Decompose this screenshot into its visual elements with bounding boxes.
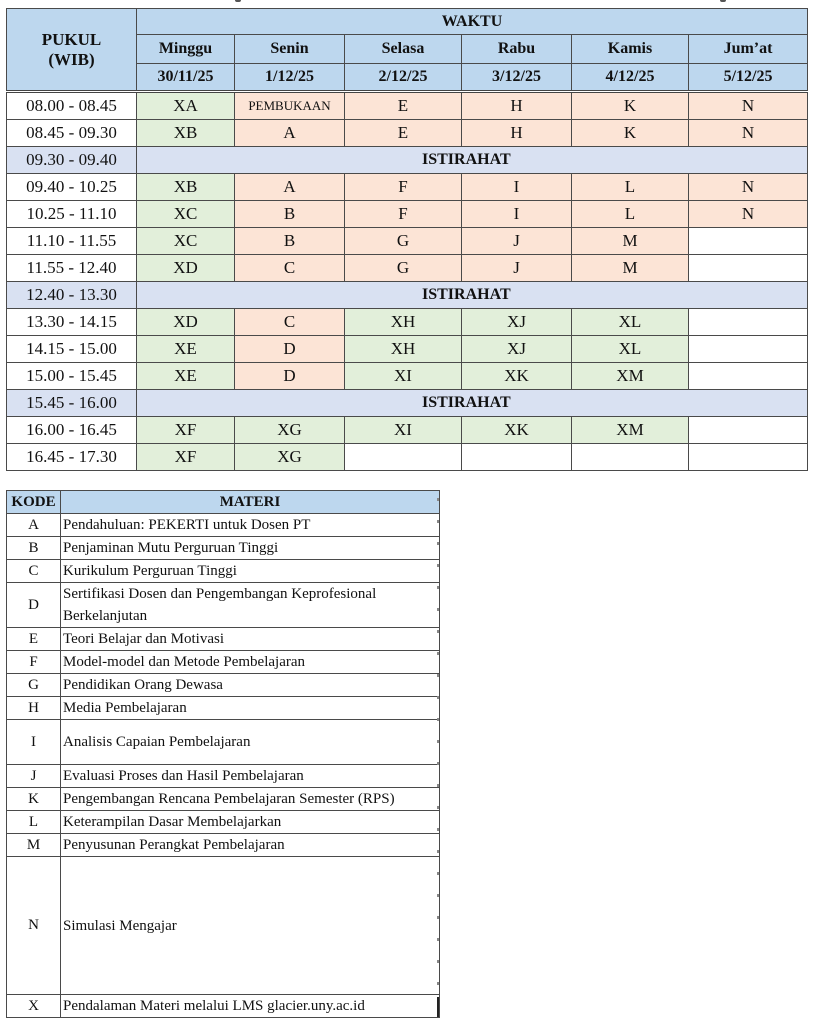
session-cell: E [345,92,462,120]
session-cell: XJ [462,309,572,336]
text-cursor [437,997,439,1017]
session-cell: C [235,255,345,282]
edge-tick [437,828,439,831]
time-slot: 16.45 - 17.30 [7,444,137,471]
schedule-row [7,255,808,282]
edge-tick [437,982,439,985]
time-slot: 12.40 - 13.30 [7,282,137,309]
session-cell: F [345,201,462,228]
legend-row [7,560,440,583]
session-cell [572,444,689,471]
time-slot: 10.25 - 11.10 [7,201,137,228]
legend-material: Pendalaman Materi melalui LMS glacier.uny.ac.id [61,995,440,1018]
schedule-table [6,8,808,471]
session-cell: XA [137,92,235,120]
session-cell: G [345,255,462,282]
legend-code: F [7,651,61,674]
time-slot: 09.40 - 10.25 [7,174,137,201]
session-cell: B [235,228,345,255]
legend-code: X [7,995,61,1018]
edge-tick [437,520,439,523]
schedule-row [7,174,808,201]
session-cell: I [462,201,572,228]
session-cell: L [572,174,689,201]
session-cell: N [689,92,808,120]
session-cell [462,444,572,471]
time-slot: 11.10 - 11.55 [7,228,137,255]
schedule-row [7,444,808,471]
legend-code: J [7,765,61,788]
cropped-title-fragment [150,0,790,6]
session-cell: E [345,120,462,147]
session-cell: H [462,120,572,147]
schedule-row [7,228,808,255]
edge-tick [437,784,439,787]
date-header: 5/12/25 [689,64,808,92]
edge-tick [437,806,439,809]
legend-material: Penyusunan Perangkat Pembelajaran [61,834,440,857]
legend-material: Pendidikan Orang Dewasa [61,674,440,697]
session-cell: I [462,174,572,201]
session-cell: XE [137,363,235,390]
date-header: 4/12/25 [572,64,689,92]
session-cell [689,417,808,444]
day-header: Kamis [572,35,689,64]
legend-row [7,537,440,560]
session-cell: A [235,174,345,201]
materi-header: MATERI [61,491,440,514]
session-cell: D [235,363,345,390]
legend-material: Sertifikasi Dosen dan Pengembangan Keprofesional Berkelanjutan [61,583,440,628]
day-header: Selasa [345,35,462,64]
legend-material: Model-model dan Metode Pembelajaran [61,651,440,674]
edge-tick [437,960,439,963]
session-cell [689,363,808,390]
session-cell: K [572,120,689,147]
break-label: ISTIRAHAT [137,390,808,417]
edge-tick [437,608,439,611]
legend-code: I [7,720,61,765]
session-cell: G [345,228,462,255]
session-cell: N [689,174,808,201]
edge-tick [437,586,439,589]
session-cell: C [235,309,345,336]
session-cell: XJ [462,336,572,363]
schedule-row [7,201,808,228]
legend-row [7,697,440,720]
session-cell: N [689,120,808,147]
session-cell: XK [462,417,572,444]
session-cell: XL [572,336,689,363]
time-slot: 15.45 - 16.00 [7,390,137,417]
edge-tick [437,740,439,743]
edge-tick [437,916,439,919]
schedule-row [7,120,808,147]
session-cell [689,444,808,471]
legend-material: Pendahuluan: PEKERTI untuk Dosen PT [61,514,440,537]
session-cell [689,309,808,336]
session-cell: F [345,174,462,201]
legend-material: Keterampilan Dasar Membelajarkan [61,811,440,834]
legend-code: N [7,857,61,995]
session-cell: M [572,255,689,282]
session-cell: J [462,255,572,282]
waktu-header: WAKTU [137,9,808,35]
session-cell: XH [345,336,462,363]
session-cell: M [572,228,689,255]
schedule-row [7,309,808,336]
edge-tick [437,718,439,721]
legend-material: Media Pembelajaran [61,697,440,720]
session-cell: H [462,92,572,120]
edge-tick [437,498,439,501]
edge-tick [437,872,439,875]
session-cell: XD [137,255,235,282]
session-cell: K [572,92,689,120]
session-cell: XB [137,120,235,147]
kode-header: KODE [7,491,61,514]
legend-row [7,674,440,697]
session-cell: XI [345,417,462,444]
break-row [7,390,808,417]
session-cell [689,228,808,255]
session-cell: L [572,201,689,228]
legend-code: A [7,514,61,537]
time-slot: 11.55 - 12.40 [7,255,137,282]
session-cell: XL [572,309,689,336]
break-label: ISTIRAHAT [137,147,808,174]
edge-tick [437,674,439,677]
session-cell: B [235,201,345,228]
time-slot: 15.00 - 15.45 [7,363,137,390]
edge-tick [437,894,439,897]
session-cell: XK [462,363,572,390]
session-cell: N [689,201,808,228]
legend-code: B [7,537,61,560]
session-cell: D [235,336,345,363]
session-cell: XH [345,309,462,336]
session-cell: XD [137,309,235,336]
edge-tick [437,542,439,545]
legend-row [7,811,440,834]
time-slot: 13.30 - 14.15 [7,309,137,336]
legend-row [7,834,440,857]
session-cell: XB [137,174,235,201]
edge-tick [437,762,439,765]
legend-code: M [7,834,61,857]
date-header: 2/12/25 [345,64,462,92]
legend-row [7,857,440,995]
break-row [7,282,808,309]
legend-row [7,651,440,674]
time-slot: 09.30 - 09.40 [7,147,137,174]
session-cell: XF [137,444,235,471]
legend-code: H [7,697,61,720]
edge-tick [437,630,439,633]
session-cell: PEMBUKAAN [235,92,345,120]
edge-tick [437,652,439,655]
session-cell [689,336,808,363]
legend-material: Analisis Capaian Pembelajaran [61,720,440,765]
legend-code: L [7,811,61,834]
session-cell: J [462,228,572,255]
date-header: 1/12/25 [235,64,345,92]
legend-row [7,765,440,788]
session-cell: XC [137,201,235,228]
legend-body [7,514,440,1018]
legend-table [6,490,440,1018]
session-cell: XE [137,336,235,363]
legend-code: G [7,674,61,697]
legend-material: Pengembangan Rencana Pembelajaran Semester (RPS) [61,788,440,811]
day-header: Rabu [462,35,572,64]
edge-tick [437,696,439,699]
date-header: 30/11/25 [137,64,235,92]
day-header: Jum’at [689,35,808,64]
legend-row [7,583,440,628]
schedule-row [7,336,808,363]
session-cell [689,255,808,282]
schedule-row [7,92,808,120]
legend-row [7,514,440,537]
time-slot: 16.00 - 16.45 [7,417,137,444]
session-cell: XI [345,363,462,390]
time-slot: 08.45 - 09.30 [7,120,137,147]
pukul-header [7,9,137,92]
session-cell [345,444,462,471]
session-cell: XG [235,444,345,471]
legend-code: K [7,788,61,811]
legend-row [7,788,440,811]
legend-row [7,720,440,765]
schedule-row [7,417,808,444]
legend-code: C [7,560,61,583]
legend-material: Evaluasi Proses dan Hasil Pembelajaran [61,765,440,788]
legend-code: E [7,628,61,651]
legend-material: Teori Belajar dan Motivasi [61,628,440,651]
schedule-body [7,92,808,471]
pukul-label: PUKUL (WIB) [41,29,102,69]
session-cell: XG [235,417,345,444]
edge-tick [437,564,439,567]
break-label: ISTIRAHAT [137,282,808,309]
date-header: 3/12/25 [462,64,572,92]
page-edge-marks [437,498,440,1018]
session-cell: XM [572,363,689,390]
legend-material: Simulasi Mengajar [61,857,440,995]
session-cell: XM [572,417,689,444]
time-slot: 14.15 - 15.00 [7,336,137,363]
legend-row [7,628,440,651]
session-cell: A [235,120,345,147]
day-header: Minggu [137,35,235,64]
schedule-row [7,363,808,390]
edge-tick [437,850,439,853]
legend-code: D [7,583,61,628]
break-row [7,147,808,174]
session-cell: XF [137,417,235,444]
time-slot: 08.00 - 08.45 [7,92,137,120]
day-header: Senin [235,35,345,64]
edge-tick [437,938,439,941]
session-cell: XC [137,228,235,255]
legend-row [7,995,440,1018]
legend-material: Penjaminan Mutu Perguruan Tinggi [61,537,440,560]
legend-material: Kurikulum Perguruan Tinggi [61,560,440,583]
